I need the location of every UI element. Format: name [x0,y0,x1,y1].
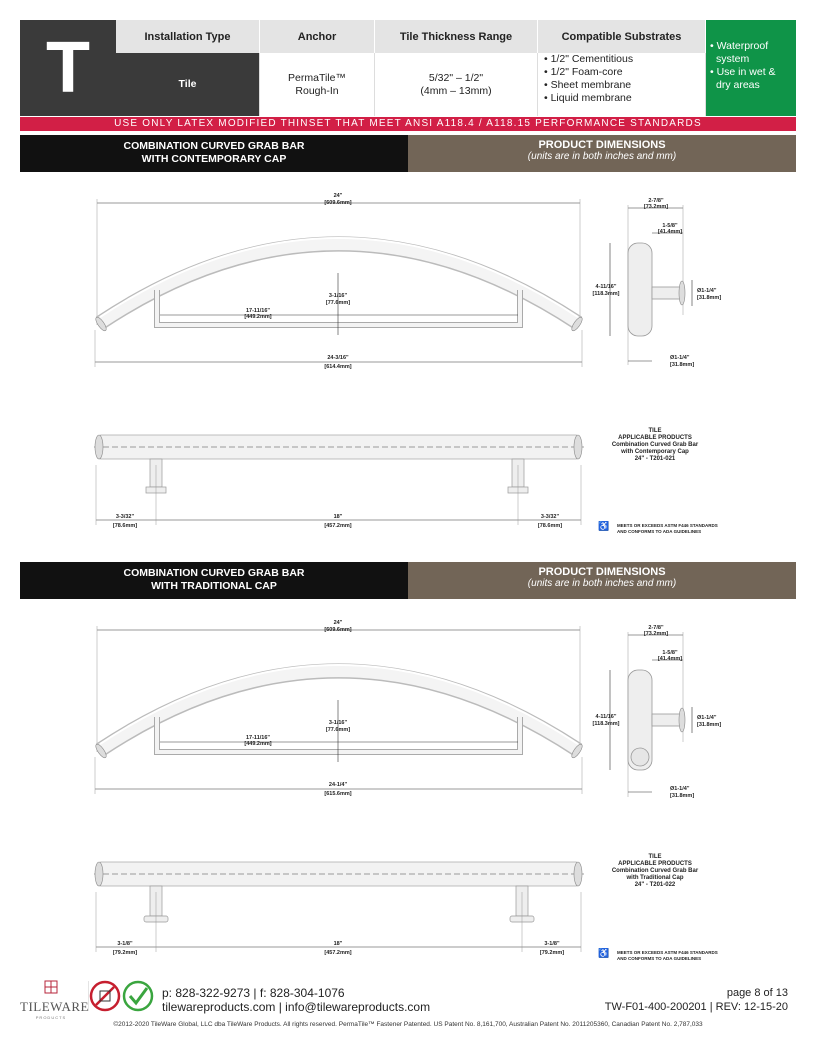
web-email[interactable]: tilewareproducts.com | info@tilewareproducts.com [162,1000,431,1014]
approved-check-icon [124,982,152,1010]
s1-side-height-mm: [118.3mm] [592,291,620,297]
s1-side-depth-mm: [73.2mm] [643,204,669,210]
thinset-banner: USE ONLY LATEX MODIFIED THINSET THAT MEET ANSI A118.4 / A118.15 PERFORMANCE STANDARDS [20,117,796,131]
substrate-1: • 1/2" Cementitious [544,53,634,65]
waterproof-line-2: system [716,53,750,65]
s2-side-dia-bottom-mm: [31.8mm] [670,793,695,799]
col-substrates: Compatible Substrates [538,20,706,53]
s1-top-overall: 24" [333,193,343,199]
revision: TW-F01-400-200201 | REV: 12-15-20 [604,1001,788,1013]
s1-front-right: 3-3/32" [540,514,560,520]
s2-side-height: 4-11/16" [595,714,617,720]
s1-bottom-overall: 24-3/16" [327,355,349,361]
s1-top-overall-mm: [609.6mm] [324,200,352,206]
s2-ada-line-1: MEETS OR EXCEEDS ASTM F446 STANDARDS [617,950,718,955]
waterproof-line-4: dry areas [716,79,760,91]
anchor-line-2: Rough-In [295,84,339,97]
s2-side-depth: 2-7/8" [648,625,664,631]
copyright: ©2012-2020 TileWare Global, LLC dba TileWare Products. All rights reserved. PermaTile™ Fastener Patented. US Patent No. 8,161,700, Australian Patent No. 2011205360, Canadian Patent No. 2,787,033 [113,1021,703,1028]
s2-front-center-mm: [457.2mm] [324,950,352,956]
s1-app-line-2: APPLICABLE PRODUCTS [618,435,692,441]
s1-side-standoff: 1-5/8" [662,223,678,229]
s1-app-line-4: with Contemporary Cap [621,449,689,455]
installation-header [20,20,796,116]
s1-app-line-5: 24" - T201-021 [634,456,676,462]
waterproof-line-1: • Waterproof [710,40,769,52]
s1-side-depth: 2-7/8" [648,198,664,204]
s2-wheelchair-icon: ♿ [598,948,610,958]
section-2-dims-title: PRODUCT DIMENSIONS [538,566,666,578]
section-1-title-line-2: WITH CONTEMPORARY CAP [141,153,287,165]
s1-ada-line-1: MEETS OR EXCEEDS ASTM F446 STANDARDS [617,523,718,528]
anchor-value [260,53,375,116]
col-thickness: Tile Thickness Range [375,20,538,53]
s2-side-dia-mm: [31.8mm] [697,722,722,728]
s2-side-dia-bottom: Ø1-1/4" [670,786,690,792]
s1-applicable-products [590,428,720,463]
section-2-title-line-2: WITH TRADITIONAL CAP [151,580,277,592]
s2-inner-width-mm: [449.2mm] [244,741,272,747]
section-1-title-line-1: COMBINATION CURVED GRAB BAR [123,140,305,152]
thickness-line-2: (4mm – 13mm) [420,84,492,97]
page-info [560,986,788,1014]
s1-front-center-mm: [457.2mm] [324,523,352,529]
section-2-title-line-1: COMBINATION CURVED GRAB BAR [123,567,305,579]
s1-bottom-overall-mm: [614.4mm] [324,364,352,370]
s1-ada-note [617,523,737,534]
s2-side-standoff-mm: [41.4mm] [657,656,683,662]
s1-front-left-mm: [78.6mm] [112,523,138,529]
contact-info [162,986,430,1014]
section-1-drawings [0,175,816,550]
substrate-3: • Sheet membrane [544,79,632,91]
s2-app-line-1: TILE [648,854,662,860]
thickness-line-1: 5/32" – 1/2" [428,71,484,84]
section-2-dims-subtitle: (units are in both inches and mm) [527,578,677,589]
s1-rise-mm: [77.6mm] [325,300,351,306]
s2-top-overall: 24" [333,620,343,626]
waterproof-badge [706,20,796,116]
substrate-2: • 1/2" Foam-core [544,66,623,78]
s2-ada-line-2: AND CONFORMS TO ADA GUIDELINES [617,955,702,961]
tileware-logo-icon [44,980,58,994]
s2-inner-width: 17-11/16" [245,735,271,741]
s2-rise: 3-1/16" [328,720,348,726]
s1-side-height: 4-11/16" [595,284,617,290]
s2-side-dia: Ø1-1/4" [697,715,717,721]
s2-top-overall-mm: [609.6mm] [324,627,352,633]
tileware-logo [20,980,89,1020]
s1-inner-width-mm: [449.2mm] [244,314,272,320]
s2-app-line-2: APPLICABLE PRODUCTS [618,861,692,867]
s1-side-dia-mm: [31.8mm] [697,295,722,301]
s2-side-height-mm: [118.3mm] [592,721,620,727]
page-number: page 8 of 13 [726,987,788,999]
logo-text: TILEWARE [20,999,89,1014]
section-1-title [20,135,408,172]
section-2-drawings [0,602,816,972]
s1-front-right-mm: [78.6mm] [537,523,563,529]
s1-app-line-3: Combination Curved Grab Bar [611,442,699,448]
s1-front-center: 18" [333,514,343,520]
thickness-value [375,53,538,116]
s2-front-right: 3-1/8" [544,941,560,947]
s2-bottom-overall-mm: [615.6mm] [324,791,352,797]
col-anchor: Anchor [260,20,375,53]
s1-rise: 3-1/16" [328,293,348,299]
anchor-line-1: PermaTile™ [288,71,346,84]
section-1-dims-header [408,135,796,172]
s2-front-center: 18" [333,941,343,947]
substrate-4: • Liquid membrane [544,92,632,104]
section-2-dims-header [408,562,796,599]
waterproof-line-3: • Use in wet & [710,66,776,78]
s2-front-left-mm: [79.2mm] [112,950,138,956]
s1-side-standoff-mm: [41.4mm] [657,229,683,235]
s2-applicable-products [590,854,720,889]
col-installation-type: Installation Type [116,20,260,53]
s2-ada-note [617,950,737,961]
s1-app-line-1: TILE [648,428,662,434]
s2-bottom-overall: 24-1/4" [328,782,348,788]
phone-fax: p: 828-322-9273 | f: 828-304-1076 [162,986,345,1000]
s2-front-left: 3-1/8" [117,941,133,947]
s1-front-left: 3-3/32" [115,514,135,520]
s1-inner-width: 17-11/16" [245,308,271,314]
s2-app-line-3: Combination Curved Grab Bar [611,868,699,874]
s2-front-right-mm: [79.2mm] [539,950,565,956]
substrates-value [538,53,706,116]
logo-subtext: PRODUCTS [35,1015,67,1020]
s1-side-dia-bottom: Ø1-1/4" [670,355,690,361]
section-1-dims-title: PRODUCT DIMENSIONS [538,139,666,151]
s2-rise-mm: [77.6mm] [325,727,351,733]
category-letter: T [20,20,116,116]
s2-side-depth-mm: [73.2mm] [643,631,669,637]
section-2-title [20,562,408,599]
s1-side-dia-bottom-mm: [31.8mm] [670,362,695,368]
section-1-dims-subtitle: (units are in both inches and mm) [527,151,677,162]
s1-ada-line-2: AND CONFORMS TO ADA GUIDELINES [617,528,702,534]
s1-wheelchair-icon: ♿ [598,521,610,531]
certification-icons [88,979,158,1013]
s2-app-line-4: with Traditional Cap [626,875,684,881]
s1-side-dia: Ø1-1/4" [697,288,717,294]
no-tools-icon [91,982,119,1010]
installation-type-value: Tile [116,53,260,116]
s2-side-standoff: 1-5/8" [662,650,678,656]
s2-app-line-5: 24" - T201-022 [634,882,676,888]
